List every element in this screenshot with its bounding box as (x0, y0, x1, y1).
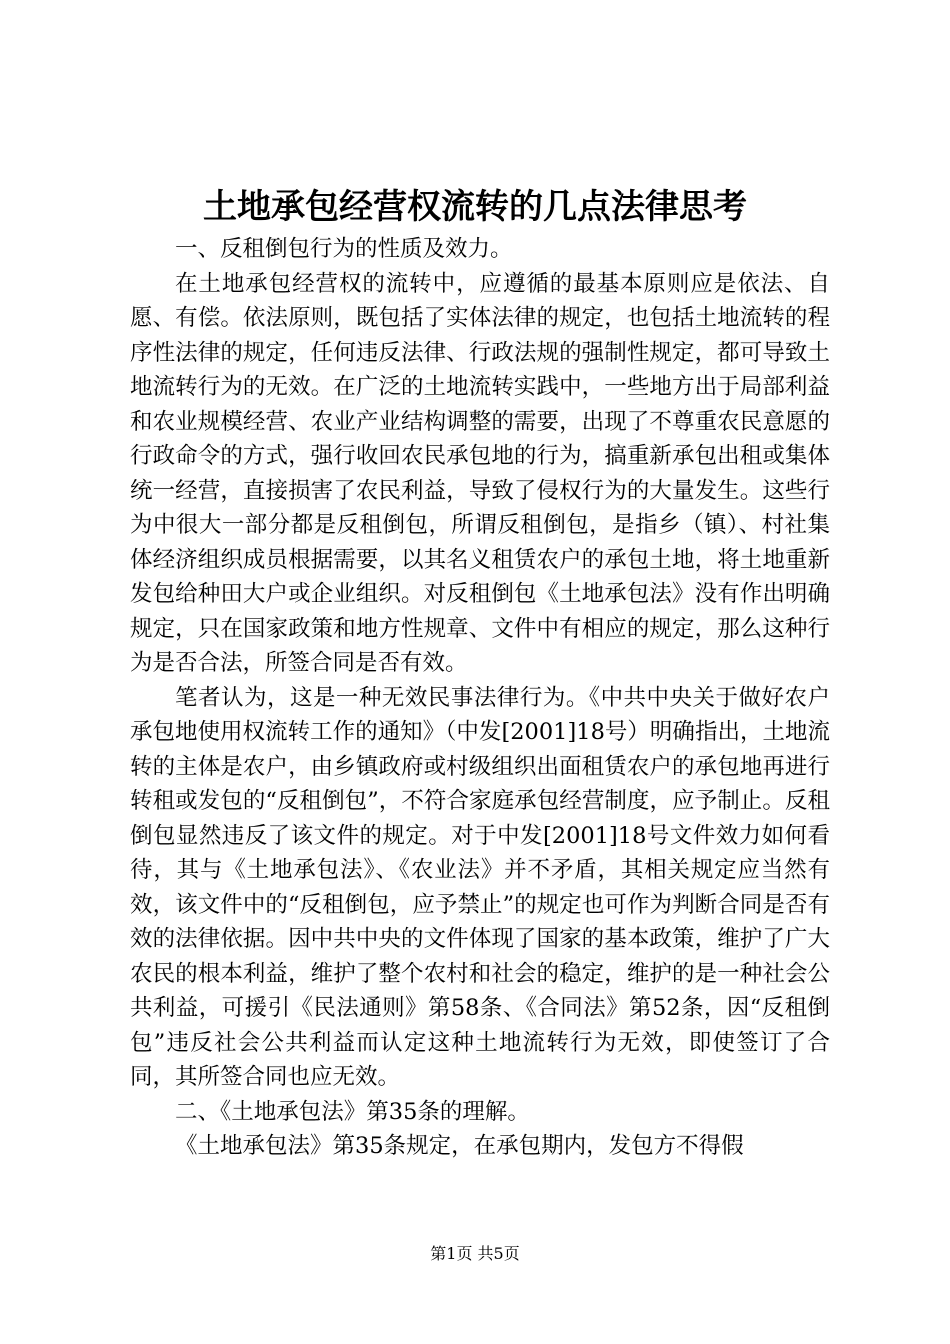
page-footer: 第1页 共5页 (430, 1244, 520, 1263)
document-body (130, 232, 830, 1164)
document-title: 土地承包经营权流转的几点法律思考 (203, 187, 747, 227)
section-heading-2: 二、《土地承包法》第35条的理解。 (175, 1098, 530, 1125)
paragraph: 《土地承包法》第35条规定，在承包期内，发包方不得假 (175, 1133, 744, 1159)
section-heading-1: 一、反租倒包行为的性质及效力。 (175, 236, 513, 262)
paragraph: 在土地承包经营权的流转中，应遵循的最基本原则应是依法、自愿、有偿。依法原则，既包括了实体法律的规定，也包括土地流转的程序性法律的规定，任何违反法律、行政法规的强制性规定，都可导致土地流转行为的无效。在广泛的土地流转实践中，一些地方出于局部利益和农业规模经营、农业产业结构调整的需要，出现了不尊重农民意愿的行政命令的方式，强行收回农民承包地的行为，搞重新承包出租或集体统一经营，直接损害了农民利益，导致了侵权行为的大量发生。这些行为中很大一部分都是反租倒包，所谓反租倒包，是指乡（镇）、村社集体经济组织成员根据需要，以其名义租赁农户的承包土地，将土地重新发包给种田大户或企业组织。对反租倒包《土地承包法》没有作出明确规定，只在国家政策和地方性规章、文件中有相应的规定，那么这种行为是否合法，所签合同是否有效。 (130, 270, 830, 676)
paragraph: 笔者认为，这是一种无效民事法律行为。《中共中央关于做好农户承包地使用权流转工作的通知》（中发[2001]18号）明确指出，土地流转的主体是农户，由乡镇政府或村级组织出面租赁农户的承包地再进行转租或发包的“反租倒包”，不符合家庭承包经营制度，应予制止。反租倒包显然违反了该文件的规定。对于中发[2001]18号文件效力如何看待，其与《土地承包法》、《农业法》并不矛盾，其相关规定应当然有效，该文件中的“反租倒包，应予禁止”的规定也可作为判断合同是否有效的法律依据。因中共中央的文件体现了国家的基本政策，维护了广大农民的根本利益，维护了整个农村和社会的稳定，维护的是一种社会公共利益，可援引《民法通则》第58条、《合同法》第52条，因“反租倒包”违反社会公共利益而认定这种土地流转行为无效，即使签订了合同，其所签合同也应无效。 (130, 684, 830, 1090)
